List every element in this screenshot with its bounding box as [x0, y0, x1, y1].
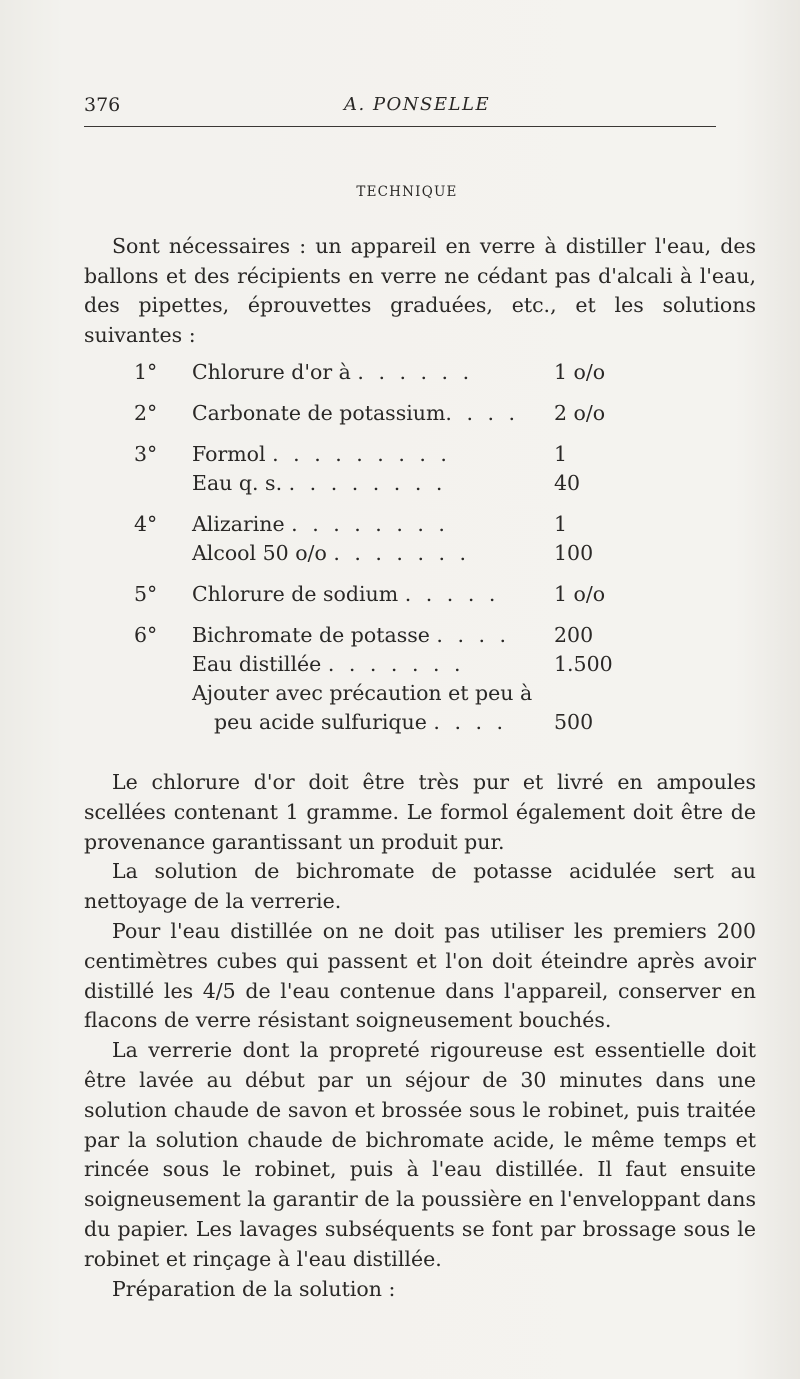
- solution-row: [134, 652, 694, 681]
- solution-number: 6°: [134, 623, 158, 647]
- solution-quantity: 100: [554, 541, 594, 565]
- solutions-list: [134, 360, 694, 739]
- solution-row: [134, 623, 694, 652]
- solution-label: Formol . . . . . . . . .: [192, 442, 451, 466]
- solution-row: [134, 681, 694, 710]
- solution-label: Carbonate de potassium. . . .: [192, 401, 520, 425]
- solution-quantity: 1 o/o: [554, 582, 606, 606]
- intro-paragraph: [84, 232, 756, 350]
- solution-label: Alcool 50 o/o . . . . . . .: [192, 541, 471, 565]
- solution-number: 3°: [134, 442, 158, 466]
- running-head: [84, 94, 716, 120]
- solution-row: [134, 512, 694, 541]
- page-number: 376: [84, 94, 121, 116]
- solution-row: [134, 710, 694, 739]
- solution-label: Alizarine . . . . . . . .: [192, 512, 449, 536]
- solution-row: [134, 541, 694, 570]
- body-text: [84, 768, 756, 1304]
- header-rule: [84, 126, 716, 127]
- paragraph: Préparation de la solution :: [112, 1276, 396, 1301]
- solution-row: [134, 582, 694, 611]
- solution-row: [134, 471, 694, 500]
- solution-label: Ajouter avec précaution et peu à: [192, 681, 533, 705]
- section-title: TECHNIQUE: [356, 184, 458, 200]
- solution-label: Eau q. s. . . . . . . . .: [192, 471, 447, 495]
- paragraph: Pour l'eau distillée on ne doit pas utiliser les premiers 200 centimètres cubes qui passent et l'on doit éteindre après avoir distillé les 4/5 de l'eau contenue dans l'appareil, conserver en flacons de verre résistant soigneusement bouchés.: [84, 918, 756, 1033]
- solution-quantity: 1: [554, 442, 568, 466]
- running-title: A. PONSELLE: [344, 94, 491, 115]
- intro-text: Sont nécessaires : un appareil en verre à distiller l'eau, des ballons et des récipients en verre ne cédant pas d'alcali à l'eau, des pipettes, éprouvettes graduées, etc., et les solutions suivantes :: [84, 234, 756, 347]
- solution-quantity: 200: [554, 623, 594, 647]
- solution-quantity: 1: [554, 512, 568, 536]
- solution-number: 4°: [134, 512, 158, 536]
- solution-label: peu acide sulfurique . . . .: [214, 710, 508, 734]
- solution-number: 1°: [134, 360, 158, 384]
- solution-number: 2°: [134, 401, 158, 425]
- solution-label: Chlorure d'or à . . . . . .: [192, 360, 474, 384]
- paragraph: Le chlorure d'or doit être très pur et livré en ampoules scellées contenant 1 gramme. Le formol également doit être de provenance garantissant un produit pur.: [84, 770, 756, 854]
- solution-number: 5°: [134, 582, 158, 606]
- solution-label: Bichromate de potasse . . . .: [192, 623, 511, 647]
- solution-label: Eau distillée . . . . . . .: [192, 652, 465, 676]
- solution-row: [134, 442, 694, 471]
- solution-label: Chlorure de sodium . . . . .: [192, 582, 500, 606]
- solution-row: [134, 360, 694, 389]
- solution-quantity: 500: [554, 710, 594, 734]
- paragraph: La solution de bichromate de potasse acidulée sert au nettoyage de la verrerie.: [84, 859, 756, 914]
- solution-quantity: 1.500: [554, 652, 613, 676]
- solution-quantity: 1 o/o: [554, 360, 606, 384]
- paragraph: La verrerie dont la propreté rigoureuse est essentielle doit être lavée au début par un séjour de 30 minutes dans une solution chaude de savon et brossée sous le robinet, puis traitée par la solution chaude de bichromate acide, le même temps et rincée sous le robinet, puis à l'eau distillée. Il faut ensuite soigneusement la garantir de la poussière en l'enveloppant dans du papier. Les lavages subséquents se font par brossage sous le robinet et rinçage à l'eau distillée.: [84, 1038, 756, 1271]
- solution-quantity: 40: [554, 471, 581, 495]
- solution-row: [134, 401, 694, 430]
- solution-quantity: 2 o/o: [554, 401, 606, 425]
